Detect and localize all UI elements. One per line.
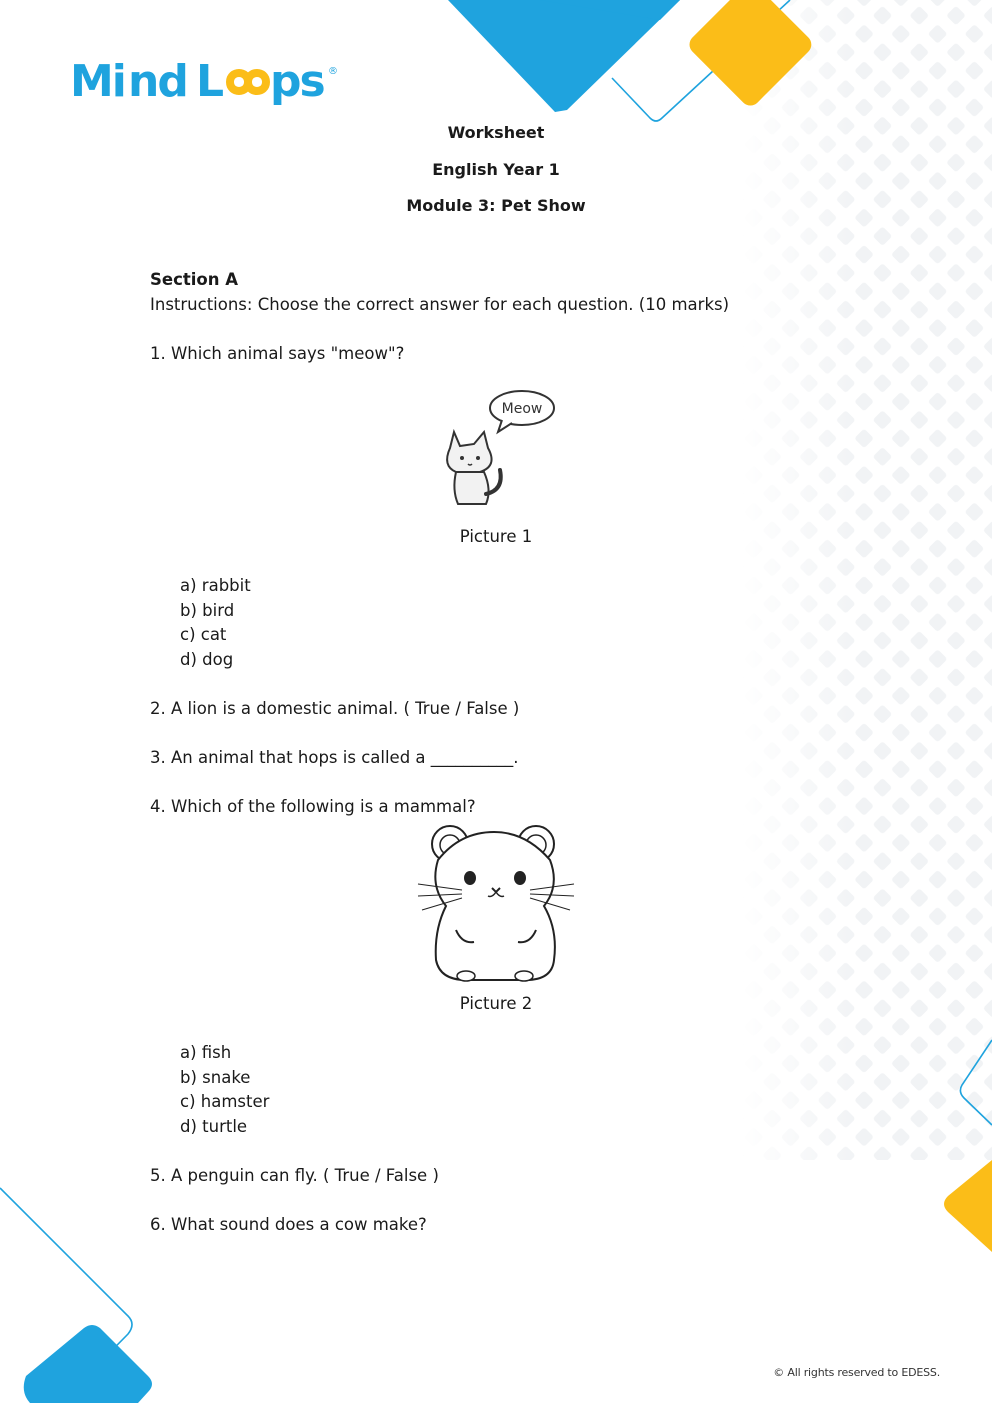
picture-1-caption: Picture 1	[459, 527, 533, 546]
copyright-footer: © All rights reserved to EDESS.	[773, 1366, 940, 1379]
question-2: 2. A lion is a domestic animal. ( True / False )	[150, 698, 520, 718]
option-item: d) dog	[180, 649, 234, 669]
section-title: Section A	[150, 270, 238, 289]
picture-2-caption: Picture 2	[459, 994, 533, 1013]
option-item: c) hamster	[180, 1092, 270, 1111]
instructions: Instructions: Choose the correct answer for each question. (10 marks)	[150, 294, 730, 314]
option-item: b) bird	[180, 600, 235, 620]
option-item: a) rabbit	[180, 576, 251, 595]
option-item: d) turtle	[180, 1116, 248, 1136]
mindloops-logo	[70, 52, 350, 114]
question-5: 5. A penguin can fly. ( True / False )	[150, 1165, 439, 1185]
q4-options-and-more	[150, 1041, 770, 1237]
svg-text:Mi: Mi	[70, 56, 125, 107]
svg-text:L: L	[196, 56, 225, 107]
module-title: Module 3: Pet Show	[406, 196, 586, 215]
option-item: c) cat	[180, 625, 227, 644]
q4-options	[180, 1041, 770, 1139]
svg-text:ps: ps	[270, 56, 324, 107]
subject-title: English Year 1	[432, 160, 560, 179]
svg-text:Meow: Meow	[501, 401, 543, 417]
option-item: b) snake	[180, 1067, 251, 1087]
q1-options	[180, 574, 770, 672]
question-1: 1. Which animal says "meow"?	[150, 343, 405, 363]
question-4: 4. Which of the following is a mammal?	[150, 796, 476, 816]
worksheet-content	[150, 268, 770, 366]
option-item: a) fish	[180, 1043, 232, 1062]
hamster-illustration	[416, 820, 576, 988]
svg-text:®: ®	[328, 66, 338, 77]
cat-illustration	[440, 386, 560, 510]
q1-options-and-more	[150, 574, 770, 819]
svg-text:nd: nd	[128, 56, 187, 107]
question-3: 3. An animal that hops is called a __________.	[150, 747, 519, 767]
question-6: 6. What sound does a cow make?	[150, 1214, 427, 1234]
worksheet-title: Worksheet	[447, 123, 545, 142]
